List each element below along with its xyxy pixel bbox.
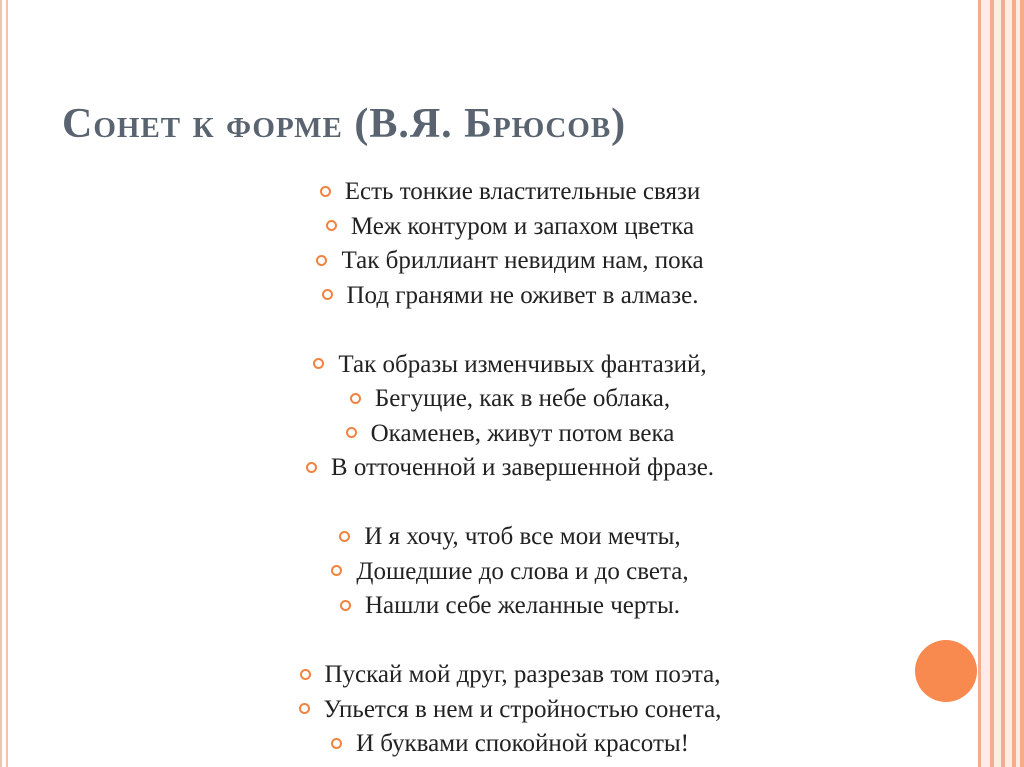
- ring-bullet-icon: [331, 565, 342, 576]
- poem-list: [230, 175, 790, 762]
- right-stripe: [978, 0, 981, 767]
- poem-line: [230, 279, 790, 314]
- ring-bullet-icon: [306, 462, 317, 473]
- poem-line-text: Так бриллиант невидим нам, пока: [341, 247, 704, 274]
- left-border-line-inner: [6, 0, 8, 767]
- poem-line: [230, 451, 790, 486]
- poem-line-text: Под гранями не оживет в алмазе.: [346, 281, 699, 309]
- poem-line-text: В отточенной и завершенной фразе.: [330, 454, 715, 481]
- orange-circle-icon: [915, 640, 977, 702]
- poem-line: [230, 520, 790, 555]
- stanza-gap: [230, 313, 790, 348]
- poem-line-text: Есть тонкие властительные связи: [344, 178, 701, 205]
- ring-bullet-icon: [299, 703, 310, 714]
- ring-bullet-icon: [322, 289, 333, 300]
- poem-line-text: Так образы изменчивых фантазий,: [338, 350, 707, 378]
- poem-line: [230, 727, 790, 762]
- ring-bullet-icon: [320, 186, 331, 197]
- poem-line-text: И я хочу, чтоб все мои мечты,: [364, 523, 681, 550]
- poem-line: [230, 382, 790, 417]
- stanza-gap: [230, 624, 790, 659]
- ring-bullet-icon: [340, 600, 351, 611]
- ring-bullet-icon: [346, 427, 357, 438]
- poem-line: [230, 589, 790, 624]
- poem-line-text: И буквами спокойной красоты!: [355, 730, 690, 757]
- poem-line: [230, 555, 790, 590]
- poem-line-text: Упьется в нем и стройностью сонета,: [323, 695, 722, 723]
- slide-title: Сонет к форме (В.Я. Брюсов): [62, 101, 627, 147]
- poem-line-text: Меж контуром и запахом цветка: [350, 212, 695, 240]
- poem-line: [230, 210, 790, 245]
- poem-line: [230, 658, 790, 693]
- poem-line-text: Окаменев, живут потом века: [370, 419, 675, 447]
- right-stripe: [1001, 0, 1005, 767]
- poem-line-text: Пускай мой друг, разрезав том поэта,: [324, 661, 721, 688]
- left-border-line: [0, 0, 2, 767]
- ring-bullet-icon: [331, 738, 342, 749]
- right-stripe: [1012, 0, 1016, 767]
- poem-line-text: Дошедшие до слова и до света,: [356, 557, 689, 585]
- stanza-gap: [230, 486, 790, 521]
- right-stripe: [990, 0, 994, 767]
- ring-bullet-icon: [339, 531, 350, 542]
- poem-line-text: Нашли себе желанные черты.: [364, 592, 681, 619]
- poem-line: [230, 175, 790, 210]
- ring-bullet-icon: [350, 393, 361, 404]
- poem-line: [230, 244, 790, 279]
- poem-line: [230, 693, 790, 728]
- ring-bullet-icon: [326, 220, 337, 231]
- poem-line-text: Бегущие, как в небе облака,: [374, 385, 671, 412]
- ring-bullet-icon: [316, 255, 327, 266]
- poem-line: [230, 417, 790, 452]
- right-stripe: [1020, 0, 1024, 767]
- poem-line: [230, 348, 790, 383]
- ring-bullet-icon: [300, 669, 311, 680]
- ring-bullet-icon: [313, 358, 324, 369]
